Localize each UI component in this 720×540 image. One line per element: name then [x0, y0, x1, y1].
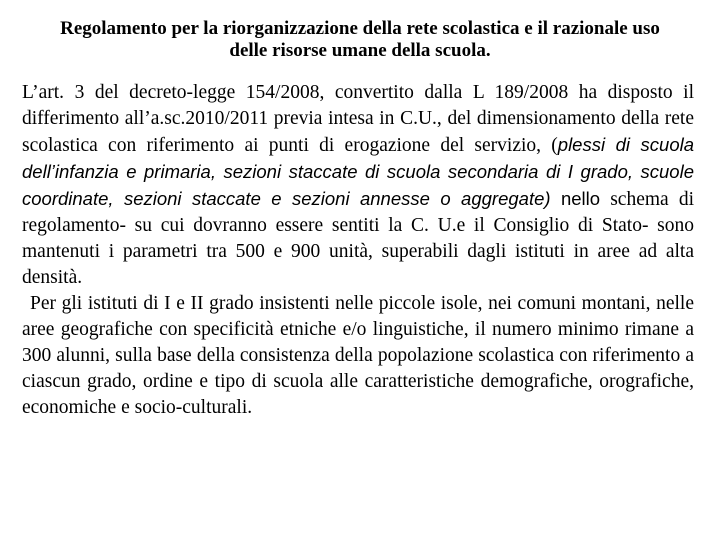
paragraph-1-intro: L’art. 3 del decreto-legge 154/2008, convertito dalla L 189/2008 ha disposto il differimento all’a.sc.2010/2011 previa intesa in C.U., del dimensionamento della rete scolastica con riferimento ai punti di erogazione del servizio, ( — [22, 82, 694, 156]
paragraph-2: Per gli istituti di I e II grado insistenti nelle piccole isole, nei comuni montani, nelle aree geografiche con specificità etniche e/o linguistiche, il numero minimo rimane a 300 alunni, sulla base della consistenza della popolazione scolastica con riferimento a ciascun grado, ordine e tipo di scuola alle caratteristiche demografiche, orografiche, economiche e socio-culturali. — [22, 293, 694, 418]
body-text — [22, 80, 694, 421]
slide-title: Regolamento per la riorganizzazione della rete scolastica e il razionale uso delle risorse umane della scuola. — [60, 18, 660, 61]
paragraph-1-sans-word: nello — [550, 188, 601, 209]
paragraph-1-italic-list: plessi di scuola dell’infanzia e primaria, sezioni staccate di scuola secondaria di I grado, scuole coordinate, sezioni staccate e sezioni annesse o aggregate) — [22, 134, 695, 209]
paragraph-1 — [22, 80, 694, 291]
paragraph-1-rest: schema di regolamento- su cui dovranno essere sentiti la C. U.e il Consiglio di Stato- sono mantenuti i parametri tra 500 e 900 unità, superabili dagli istituti in aree ad alta densità. — [22, 189, 695, 288]
